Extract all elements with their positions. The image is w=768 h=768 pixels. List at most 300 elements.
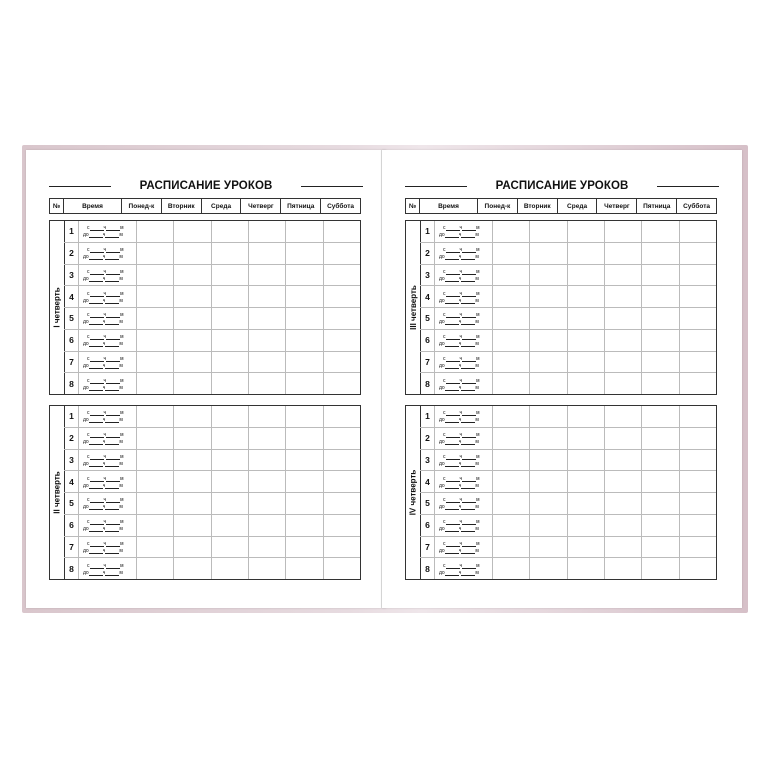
lesson-cell[interactable] <box>492 243 529 264</box>
lesson-cell[interactable] <box>604 308 641 329</box>
lesson-cell[interactable] <box>492 308 529 329</box>
lesson-cell[interactable] <box>285 373 322 394</box>
lesson-cell[interactable] <box>529 373 566 394</box>
lesson-cell[interactable] <box>136 558 173 579</box>
lesson-cell[interactable] <box>173 450 210 471</box>
lesson-cell[interactable] <box>567 373 604 394</box>
lesson-cell[interactable] <box>529 450 566 471</box>
lesson-cell[interactable] <box>492 450 529 471</box>
lesson-cell[interactable] <box>604 221 641 242</box>
lesson-cell[interactable] <box>529 558 566 579</box>
lesson-cell[interactable] <box>679 471 716 492</box>
fill-in-blank[interactable] <box>89 549 103 554</box>
lesson-cell[interactable] <box>679 330 716 351</box>
fill-in-blank[interactable] <box>458 482 475 489</box>
time-from-line <box>83 311 136 318</box>
fill-in-blank[interactable] <box>458 569 475 576</box>
lesson-cell[interactable] <box>136 373 173 394</box>
lesson-row <box>420 286 716 308</box>
fill-in-blank[interactable] <box>102 384 119 391</box>
fill-in-blank[interactable] <box>89 342 103 347</box>
lesson-cell[interactable] <box>604 493 641 514</box>
fill-in-blank[interactable] <box>445 462 459 467</box>
lesson-cell[interactable] <box>679 221 716 242</box>
lesson-cell[interactable] <box>529 221 566 242</box>
fill-in-blank[interactable] <box>445 571 459 576</box>
lesson-cell[interactable] <box>492 515 529 536</box>
time-cell[interactable] <box>434 515 492 536</box>
lesson-cell[interactable] <box>248 537 285 558</box>
lesson-cell[interactable] <box>248 493 285 514</box>
lesson-cell[interactable] <box>492 558 529 579</box>
page-title: РАСПИСАНИЕ УРОКОВ <box>495 180 629 192</box>
lesson-cell[interactable] <box>604 352 641 373</box>
lesson-cell[interactable] <box>211 373 248 394</box>
fill-in-blank[interactable] <box>89 527 103 532</box>
lesson-cell[interactable] <box>323 373 360 394</box>
fill-in-blank[interactable] <box>89 418 103 423</box>
fill-in-blank[interactable] <box>102 439 119 446</box>
lesson-cell[interactable] <box>604 471 641 492</box>
lesson-cell[interactable] <box>285 330 322 351</box>
lesson-cell[interactable] <box>529 352 566 373</box>
lesson-cell[interactable] <box>248 330 285 351</box>
lesson-cell[interactable] <box>641 330 678 351</box>
fill-in-blank[interactable] <box>458 232 475 239</box>
lesson-cell[interactable] <box>567 558 604 579</box>
lesson-cell[interactable] <box>641 515 678 536</box>
lesson-cell[interactable] <box>173 265 210 286</box>
lesson-cell[interactable] <box>492 406 529 427</box>
time-cell[interactable] <box>78 308 136 329</box>
lesson-cell[interactable] <box>136 450 173 471</box>
lesson-cell[interactable] <box>567 265 604 286</box>
time-cell[interactable] <box>78 373 136 394</box>
time-cell[interactable] <box>434 471 492 492</box>
lesson-cell[interactable] <box>136 537 173 558</box>
lesson-cell[interactable] <box>173 243 210 264</box>
lesson-cell[interactable] <box>211 493 248 514</box>
lesson-cell[interactable] <box>211 471 248 492</box>
fill-in-blank[interactable] <box>445 386 459 391</box>
lesson-cell[interactable] <box>323 493 360 514</box>
lesson-cell[interactable] <box>211 558 248 579</box>
fill-in-blank[interactable] <box>102 319 119 326</box>
time-cell[interactable] <box>78 537 136 558</box>
lesson-cell[interactable] <box>285 406 322 427</box>
fill-in-blank[interactable] <box>458 504 475 511</box>
fill-in-blank[interactable] <box>102 482 119 489</box>
lesson-cell[interactable] <box>211 330 248 351</box>
lesson-cell[interactable] <box>323 286 360 307</box>
lesson-cell[interactable] <box>529 243 566 264</box>
lesson-cell[interactable] <box>211 221 248 242</box>
time-cell[interactable] <box>434 537 492 558</box>
fill-in-blank[interactable] <box>458 460 475 467</box>
lesson-cell[interactable] <box>248 373 285 394</box>
time-label: м <box>476 290 480 297</box>
lesson-cell[interactable] <box>211 265 248 286</box>
lesson-cell[interactable] <box>285 493 322 514</box>
time-cell[interactable] <box>78 330 136 351</box>
fill-in-blank[interactable] <box>102 526 119 533</box>
lesson-cell[interactable] <box>173 308 210 329</box>
lesson-cell[interactable] <box>604 406 641 427</box>
lesson-cell[interactable] <box>248 406 285 427</box>
lesson-cell[interactable] <box>211 515 248 536</box>
lesson-cell[interactable] <box>211 406 248 427</box>
lesson-cell[interactable] <box>173 352 210 373</box>
time-cell[interactable] <box>434 352 492 373</box>
lesson-cell[interactable] <box>604 243 641 264</box>
lesson-cell[interactable] <box>285 450 322 471</box>
lesson-cell[interactable] <box>173 406 210 427</box>
fill-in-blank[interactable] <box>89 571 103 576</box>
fill-in-blank[interactable] <box>89 255 103 260</box>
lesson-cell[interactable] <box>323 428 360 449</box>
lesson-cell[interactable] <box>173 221 210 242</box>
lesson-cell[interactable] <box>248 515 285 536</box>
lesson-cell[interactable] <box>679 373 716 394</box>
lesson-cell[interactable] <box>323 308 360 329</box>
time-cell[interactable] <box>434 265 492 286</box>
lesson-cell[interactable] <box>567 537 604 558</box>
lesson-cell[interactable] <box>211 537 248 558</box>
lesson-cell[interactable] <box>285 558 322 579</box>
lesson-cell[interactable] <box>567 308 604 329</box>
lesson-cell[interactable] <box>323 352 360 373</box>
lesson-cell[interactable] <box>285 221 322 242</box>
lesson-cell[interactable] <box>285 352 322 373</box>
lesson-cell[interactable] <box>136 221 173 242</box>
lesson-cell[interactable] <box>173 428 210 449</box>
time-cell[interactable] <box>78 428 136 449</box>
fill-in-blank[interactable] <box>445 549 459 554</box>
fill-in-blank[interactable] <box>458 254 475 261</box>
fill-in-blank[interactable] <box>458 362 475 369</box>
fill-in-blank[interactable] <box>102 569 119 576</box>
lesson-cell[interactable] <box>567 493 604 514</box>
fill-in-blank[interactable] <box>89 484 103 489</box>
lesson-cell[interactable] <box>492 352 529 373</box>
lesson-cell[interactable] <box>136 406 173 427</box>
fill-in-blank[interactable] <box>445 505 459 510</box>
fill-in-blank[interactable] <box>102 504 119 511</box>
lesson-cell[interactable] <box>679 265 716 286</box>
fill-in-blank[interactable] <box>89 505 103 510</box>
lesson-cell[interactable] <box>248 286 285 307</box>
fill-in-blank[interactable] <box>89 299 103 304</box>
lesson-cell[interactable] <box>679 428 716 449</box>
lesson-cell[interactable] <box>323 265 360 286</box>
lesson-cell[interactable] <box>604 373 641 394</box>
lesson-cell[interactable] <box>641 537 678 558</box>
lesson-cell[interactable] <box>248 450 285 471</box>
fill-in-blank[interactable] <box>89 440 103 445</box>
lesson-cell[interactable] <box>323 243 360 264</box>
lesson-cell[interactable] <box>641 221 678 242</box>
lesson-cell[interactable] <box>492 265 529 286</box>
lesson-cell[interactable] <box>323 515 360 536</box>
time-cell[interactable] <box>78 265 136 286</box>
lesson-cell[interactable] <box>492 330 529 351</box>
header-number: № <box>50 199 64 213</box>
lesson-cell[interactable] <box>136 493 173 514</box>
lesson-cell[interactable] <box>604 450 641 471</box>
lesson-cell[interactable] <box>136 330 173 351</box>
fill-in-blank[interactable] <box>458 417 475 424</box>
fill-in-blank[interactable] <box>89 364 103 369</box>
fill-in-blank[interactable] <box>89 386 103 391</box>
fill-in-blank[interactable] <box>458 547 475 554</box>
lesson-cell[interactable] <box>567 352 604 373</box>
lesson-cell[interactable] <box>136 243 173 264</box>
time-cell[interactable] <box>78 221 136 242</box>
lesson-cell[interactable] <box>641 286 678 307</box>
lesson-cell[interactable] <box>173 493 210 514</box>
time-cell[interactable] <box>434 493 492 514</box>
lesson-cell[interactable] <box>136 286 173 307</box>
lesson-cell[interactable] <box>173 558 210 579</box>
fill-in-blank[interactable] <box>102 341 119 348</box>
lesson-cell[interactable] <box>641 493 678 514</box>
lesson-cell[interactable] <box>529 265 566 286</box>
time-to-line <box>83 384 136 391</box>
lesson-cell[interactable] <box>679 406 716 427</box>
lesson-cell[interactable] <box>604 558 641 579</box>
fill-in-blank[interactable] <box>445 277 459 282</box>
lesson-cell[interactable] <box>641 243 678 264</box>
lesson-cell[interactable] <box>604 537 641 558</box>
lesson-cell[interactable] <box>248 558 285 579</box>
lesson-cell[interactable] <box>136 265 173 286</box>
lesson-cell[interactable] <box>285 471 322 492</box>
time-cell[interactable] <box>78 352 136 373</box>
lesson-cell[interactable] <box>679 493 716 514</box>
lesson-cell[interactable] <box>679 286 716 307</box>
lesson-cell[interactable] <box>604 515 641 536</box>
lesson-cell[interactable] <box>641 373 678 394</box>
lesson-cell[interactable] <box>492 537 529 558</box>
fill-in-blank[interactable] <box>458 526 475 533</box>
lesson-cell[interactable] <box>285 265 322 286</box>
lesson-cell[interactable] <box>248 243 285 264</box>
time-cell[interactable] <box>78 243 136 264</box>
fill-in-blank[interactable] <box>458 297 475 304</box>
lesson-cell[interactable] <box>173 515 210 536</box>
fill-in-blank[interactable] <box>445 342 459 347</box>
lesson-cell[interactable] <box>211 428 248 449</box>
lesson-cell[interactable] <box>679 243 716 264</box>
fill-in-blank[interactable] <box>458 275 475 282</box>
fill-in-blank[interactable] <box>102 254 119 261</box>
lesson-cell[interactable] <box>529 330 566 351</box>
fill-in-blank[interactable] <box>445 418 459 423</box>
lesson-cell[interactable] <box>679 450 716 471</box>
fill-in-blank[interactable] <box>102 362 119 369</box>
fill-in-blank[interactable] <box>102 417 119 424</box>
lesson-cell[interactable] <box>529 428 566 449</box>
fill-in-blank[interactable] <box>102 547 119 554</box>
lesson-cell[interactable] <box>604 286 641 307</box>
lesson-cell[interactable] <box>492 428 529 449</box>
time-cell[interactable] <box>78 471 136 492</box>
time-cell[interactable] <box>434 308 492 329</box>
lesson-cell[interactable] <box>492 373 529 394</box>
lesson-cell[interactable] <box>248 265 285 286</box>
lesson-cell[interactable] <box>323 471 360 492</box>
lesson-cell[interactable] <box>323 221 360 242</box>
time-label: м <box>119 254 123 261</box>
lesson-cell[interactable] <box>285 537 322 558</box>
lesson-cell[interactable] <box>641 428 678 449</box>
lesson-cell[interactable] <box>567 243 604 264</box>
fill-in-blank[interactable] <box>102 232 119 239</box>
fill-in-blank[interactable] <box>89 277 103 282</box>
lesson-cell[interactable] <box>567 286 604 307</box>
lesson-cell[interactable] <box>567 221 604 242</box>
lesson-cell[interactable] <box>529 515 566 536</box>
fill-in-blank[interactable] <box>445 440 459 445</box>
time-cell[interactable] <box>434 221 492 242</box>
lesson-cell[interactable] <box>641 308 678 329</box>
lesson-cell[interactable] <box>173 471 210 492</box>
lesson-cell[interactable] <box>567 450 604 471</box>
lesson-cell[interactable] <box>285 515 322 536</box>
lesson-cell[interactable] <box>567 330 604 351</box>
time-cell[interactable] <box>434 450 492 471</box>
lesson-cell[interactable] <box>679 558 716 579</box>
fill-in-blank[interactable] <box>458 384 475 391</box>
time-label: ч <box>458 275 462 282</box>
time-cell[interactable] <box>434 373 492 394</box>
lesson-cell[interactable] <box>248 308 285 329</box>
lesson-cell[interactable] <box>679 352 716 373</box>
lesson-cell[interactable] <box>529 471 566 492</box>
lesson-cell[interactable] <box>211 352 248 373</box>
lesson-cell[interactable] <box>604 428 641 449</box>
fill-in-blank[interactable] <box>102 275 119 282</box>
lesson-cell[interactable] <box>285 286 322 307</box>
time-cell[interactable] <box>78 515 136 536</box>
time-cell[interactable] <box>434 330 492 351</box>
time-cell[interactable] <box>434 243 492 264</box>
lesson-cell[interactable] <box>529 286 566 307</box>
lesson-cell[interactable] <box>641 265 678 286</box>
lesson-cell[interactable] <box>323 558 360 579</box>
lesson-cell[interactable] <box>529 537 566 558</box>
lesson-cell[interactable] <box>248 352 285 373</box>
lesson-cell[interactable] <box>323 537 360 558</box>
lesson-cell[interactable] <box>679 308 716 329</box>
lesson-cell[interactable] <box>211 286 248 307</box>
fill-in-blank[interactable] <box>458 319 475 326</box>
lesson-cell[interactable] <box>285 243 322 264</box>
time-cell[interactable] <box>78 558 136 579</box>
time-cell[interactable] <box>78 406 136 427</box>
lesson-cell[interactable] <box>285 428 322 449</box>
fill-in-blank[interactable] <box>445 364 459 369</box>
lesson-cell[interactable] <box>173 286 210 307</box>
lesson-cell[interactable] <box>567 406 604 427</box>
fill-in-blank[interactable] <box>445 299 459 304</box>
fill-in-blank[interactable] <box>89 462 103 467</box>
fill-in-blank[interactable] <box>445 233 459 238</box>
lesson-cell[interactable] <box>136 515 173 536</box>
lesson-cell[interactable] <box>136 308 173 329</box>
lesson-cell[interactable] <box>136 428 173 449</box>
lesson-cell[interactable] <box>285 308 322 329</box>
time-cell[interactable] <box>78 450 136 471</box>
fill-in-blank[interactable] <box>102 460 119 467</box>
lesson-cell[interactable] <box>641 352 678 373</box>
lesson-cell[interactable] <box>248 471 285 492</box>
lesson-cell[interactable] <box>604 330 641 351</box>
lesson-cell[interactable] <box>323 330 360 351</box>
lesson-cell[interactable] <box>323 450 360 471</box>
header-time: Время <box>64 199 122 213</box>
lesson-cell[interactable] <box>679 515 716 536</box>
fill-in-blank[interactable] <box>445 255 459 260</box>
time-cell[interactable] <box>434 286 492 307</box>
lesson-cell[interactable] <box>492 471 529 492</box>
fill-in-blank[interactable] <box>445 527 459 532</box>
lesson-cell[interactable] <box>211 450 248 471</box>
lesson-cell[interactable] <box>641 471 678 492</box>
lesson-cell[interactable] <box>529 308 566 329</box>
lesson-cell[interactable] <box>492 221 529 242</box>
lesson-cell[interactable] <box>136 352 173 373</box>
fill-in-blank[interactable] <box>445 484 459 489</box>
fill-in-blank[interactable] <box>458 341 475 348</box>
time-cell[interactable] <box>434 406 492 427</box>
lesson-cell[interactable] <box>567 515 604 536</box>
lesson-cell[interactable] <box>567 471 604 492</box>
time-cell[interactable] <box>434 428 492 449</box>
lesson-cell[interactable] <box>173 537 210 558</box>
fill-in-blank[interactable] <box>445 320 459 325</box>
fill-in-blank[interactable] <box>89 233 103 238</box>
lesson-cell[interactable] <box>248 221 285 242</box>
lesson-cell[interactable] <box>529 493 566 514</box>
fill-in-blank[interactable] <box>89 320 103 325</box>
time-label: ч <box>459 355 463 362</box>
header-saturday: Суббота <box>683 202 711 210</box>
fill-in-blank[interactable] <box>102 297 119 304</box>
lesson-cell[interactable] <box>641 558 678 579</box>
lesson-cell[interactable] <box>211 243 248 264</box>
lesson-cell[interactable] <box>248 428 285 449</box>
lesson-cell[interactable] <box>641 406 678 427</box>
lesson-cell[interactable] <box>641 450 678 471</box>
time-to-line <box>439 384 492 391</box>
lesson-cell[interactable] <box>136 471 173 492</box>
lesson-cell[interactable] <box>529 406 566 427</box>
lesson-cell[interactable] <box>492 493 529 514</box>
time-cell[interactable] <box>78 286 136 307</box>
lesson-cell[interactable] <box>567 428 604 449</box>
lesson-cell[interactable] <box>492 286 529 307</box>
lesson-cell[interactable] <box>173 373 210 394</box>
fill-in-blank[interactable] <box>458 439 475 446</box>
lesson-cell[interactable] <box>173 330 210 351</box>
time-cell[interactable] <box>434 558 492 579</box>
time-cell[interactable] <box>78 493 136 514</box>
lesson-cell[interactable] <box>323 406 360 427</box>
lesson-cell[interactable] <box>211 308 248 329</box>
lesson-cell[interactable] <box>604 265 641 286</box>
lesson-cell[interactable] <box>679 537 716 558</box>
